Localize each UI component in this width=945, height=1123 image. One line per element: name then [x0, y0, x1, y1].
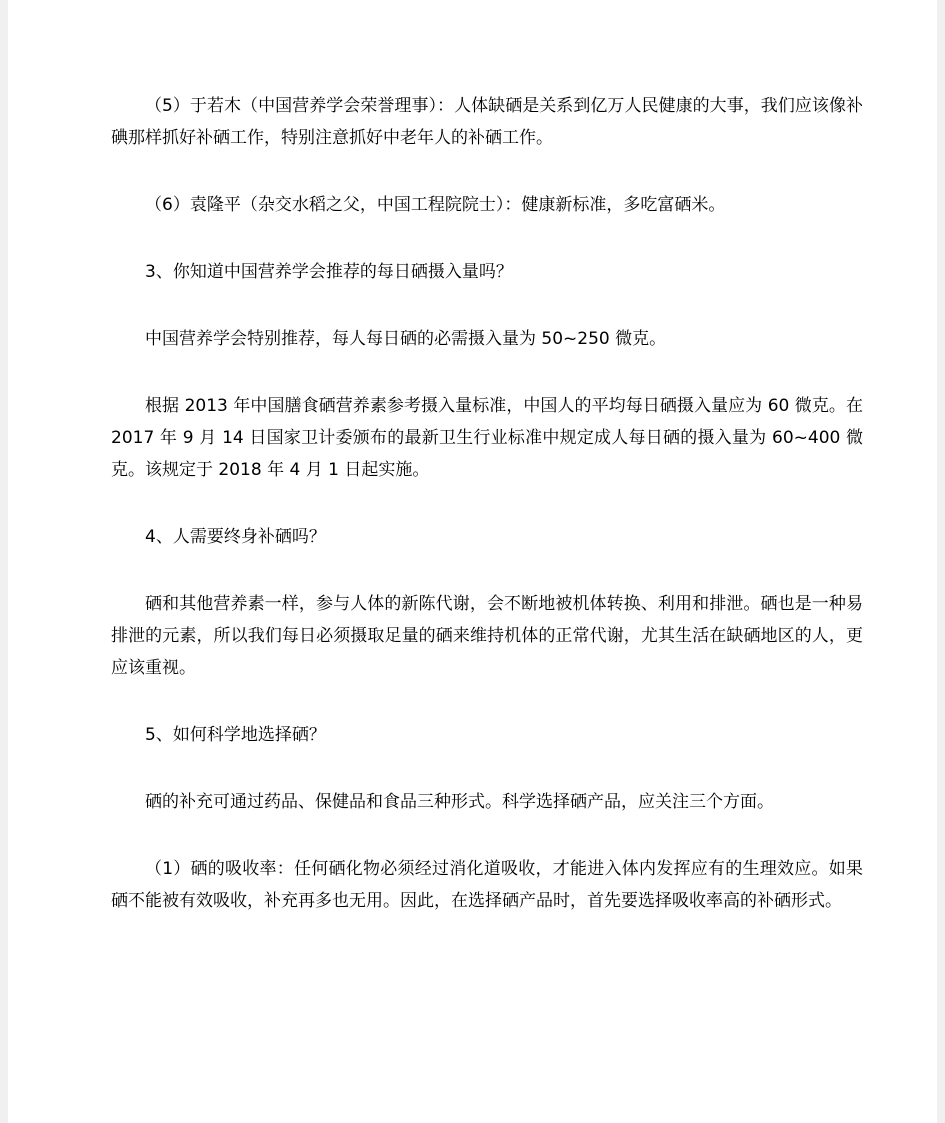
question-5-heading: 5、如何科学地选择硒？ [145, 725, 326, 745]
paragraph-expert-yuan-longping: （6）袁隆平（杂交水稻之父，中国工程院院士）：健康新标准，多吃富硒米。 [145, 195, 726, 215]
paragraph-intake-standard: 根据 2013 年中国膳食硒营养素参考摄入量标准，中国人的平均每日硒摄入量应为 60 微克。在 2017 年 9 月 14 日国家卫计委颁布的最新卫生行业标准中规定成人每日硒的摄入量为 60~400 微克。该规定于 2018 年 4 月 1 日起实施。 [111, 396, 863, 480]
paragraph-expert-yu-ruomu: （5）于若木（中国营养学会荣誉理事）：人体缺硒是关系到亿万人民健康的大事，我们应该像补碘那样抓好补硒工作，特别注意抓好中老年人的补硒工作。 [111, 96, 863, 148]
paragraph-lifelong-supplement: 硒和其他营养素一样，参与人体的新陈代谢，会不断地被机体转换、利用和排泄。硒也是一种易排泄的元素，所以我们每日必须摄取足量的硒来维持机体的正常代谢，尤其生活在缺硒地区的人，更应该重视。 [111, 594, 863, 678]
question-3-heading: 3、你知道中国营养学会推荐的每日硒摄入量吗？ [145, 262, 513, 282]
document-body [111, 90, 863, 917]
paragraph-absorption-rate: （1）硒的吸收率：任何硒化物必须经过消化道吸收，才能进入体内发挥应有的生理效应。如果硒不能被有效吸收，补充再多也无用。因此，在选择硒产品时，首先要选择吸收率高的补硒形式。 [111, 859, 863, 911]
paragraph-recommended-intake: 中国营养学会特别推荐，每人每日硒的必需摄入量为 50~250 微克。 [145, 329, 667, 349]
question-4-heading: 4、人需要终身补硒吗？ [145, 527, 326, 547]
paragraph-supplement-forms: 硒的补充可通过药品、保健品和食品三种形式。科学选择硒产品，应关注三个方面。 [145, 792, 774, 812]
